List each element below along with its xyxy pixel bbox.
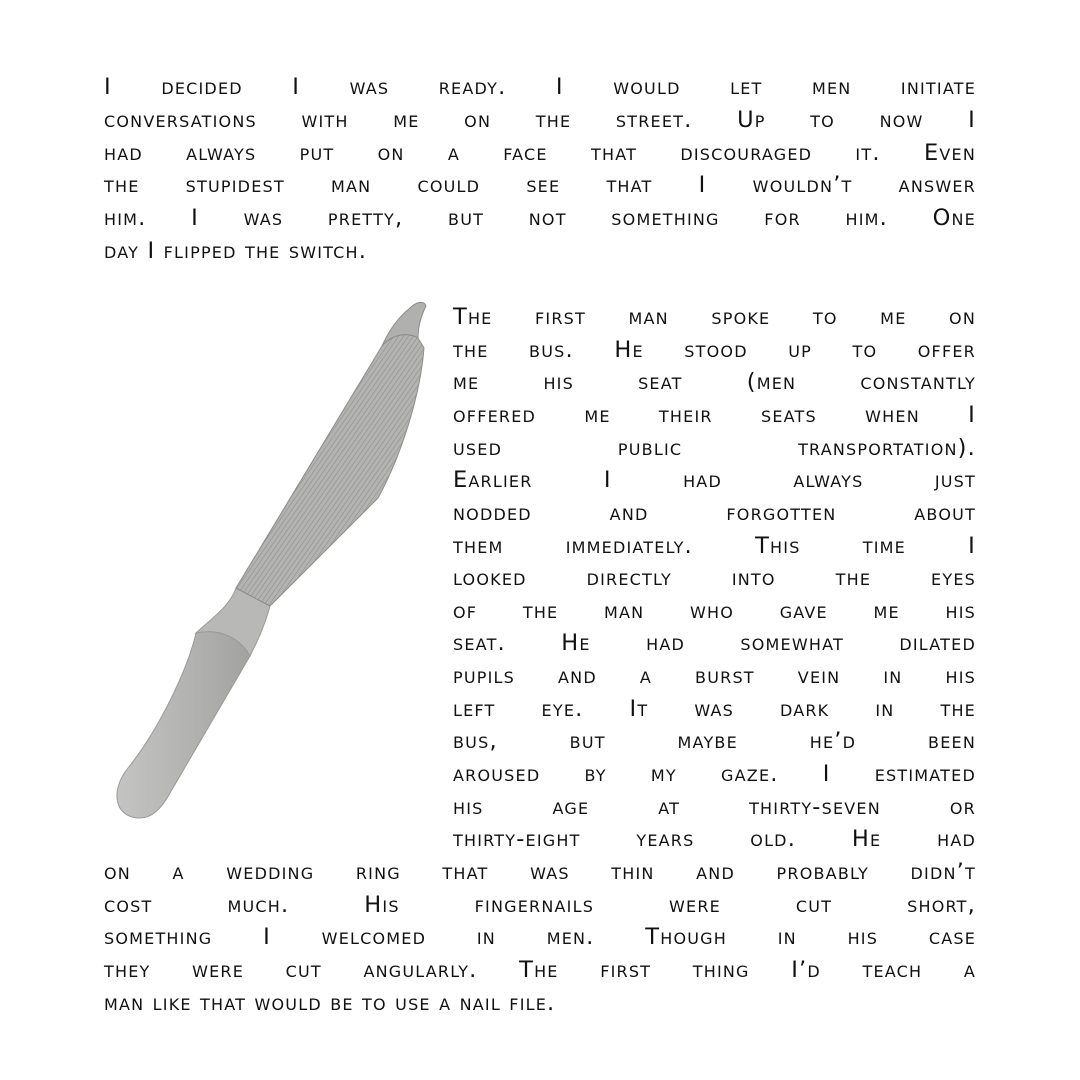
text-line: him. I was pretty, but not something for him. One xyxy=(104,205,976,231)
text-line: something I welcomed in men. Though in his case xyxy=(104,924,976,950)
text-line: aroused by my gaze. I estimated xyxy=(453,761,976,787)
text-line: them immediately. This time I xyxy=(453,533,976,559)
text-line: me his seat (men constantly xyxy=(453,369,976,395)
text-line: day I flipped the switch. xyxy=(104,238,368,264)
text-line: offered me their seats when I xyxy=(453,402,976,428)
text-line: thirty-eight years old. He had xyxy=(453,826,976,852)
text-line: his age at thirty-seven or xyxy=(453,794,976,820)
text-line: I decided I was ready. I would let men initiate xyxy=(104,74,976,100)
text-line: the stupidest man could see that I wouldn’t answer xyxy=(104,172,976,198)
text-line: seat. He had somewhat dilated xyxy=(453,630,976,656)
text-line: The first man spoke to me on xyxy=(453,304,976,330)
text-line: conversations with me on the street. Up to now I xyxy=(104,107,976,133)
text-line: looked directly into the eyes xyxy=(453,565,976,591)
text-line: left eye. It was dark in the xyxy=(453,696,976,722)
text-line: they were cut angularly. The first thing I’d teach a xyxy=(104,957,976,983)
text-line: nodded and forgotten about xyxy=(453,500,976,526)
text-line: man like that would be to use a nail file. xyxy=(104,990,556,1016)
text-line: used public transportation). xyxy=(453,435,976,461)
nail-file-icon xyxy=(100,288,440,828)
text-line: on a wedding ring that was thin and probably didn’t xyxy=(104,859,976,885)
text-line: pupils and a burst vein in his xyxy=(453,663,976,689)
text-line: had always put on a face that discouraged it. Even xyxy=(104,140,976,166)
text-line: Earlier I had always just xyxy=(453,467,976,493)
text-line: of the man who gave me his xyxy=(453,598,976,624)
text-line: cost much. His fingernails were cut short, xyxy=(104,892,976,918)
text-line: the bus. He stood up to offer xyxy=(453,337,976,363)
text-line: bus, but maybe he’d been xyxy=(453,728,976,754)
